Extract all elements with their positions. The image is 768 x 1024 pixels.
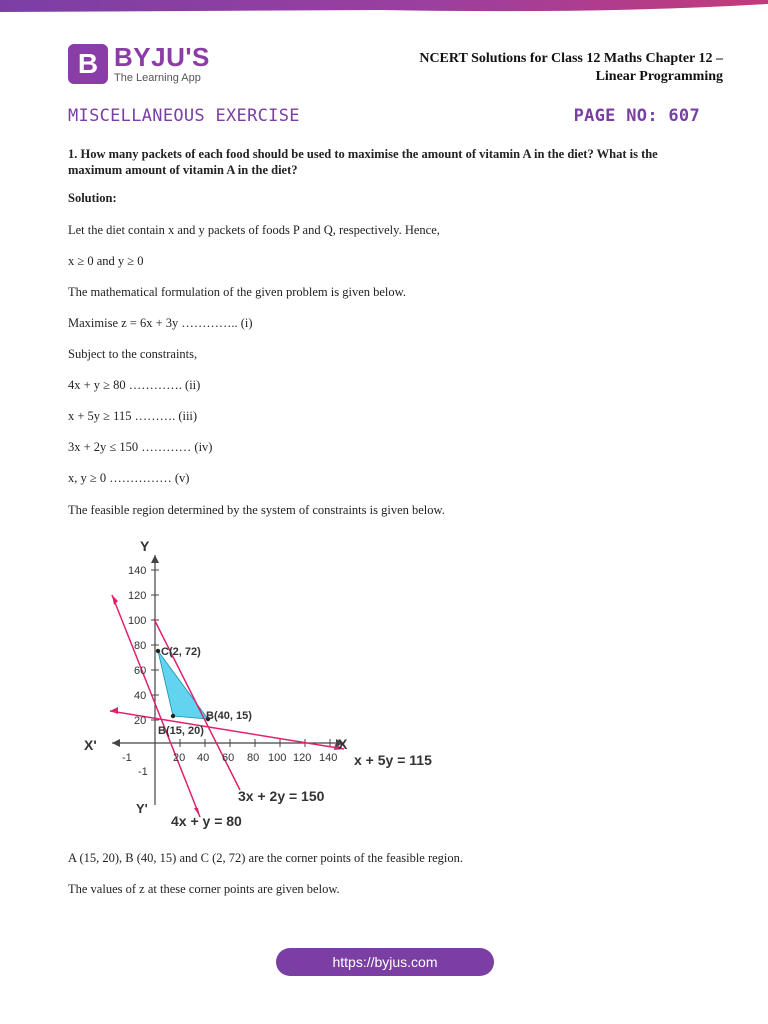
section-heading: MISCELLANEOUS EXERCISE (68, 106, 300, 126)
paragraph: Let the diet contain x and y packets of foods P and Q, respectively. Hence, (68, 223, 440, 237)
question-line-2: maximum amount of vitamin A in the diet? (68, 163, 298, 177)
line-label-3x-plus-2y: 3x + 2y = 150 (238, 788, 325, 804)
arrowhead (151, 555, 159, 563)
line-3x-plus-2y (154, 619, 240, 790)
x-axis-label: X (338, 736, 348, 752)
objective-function: Maximise z = 6x + 3y ………….. (i) (68, 316, 253, 330)
constraint: 3x + 2y ≤ 150 ………… (iv) (68, 440, 213, 454)
y-tick-label: 120 (128, 590, 147, 602)
paragraph: x ≥ 0 and y ≥ 0 (68, 254, 144, 268)
paragraph: Subject to the constraints, (68, 347, 198, 361)
x-tick-label: 40 (197, 752, 210, 764)
y-tick-label: 60 (134, 665, 147, 677)
logo-name: BYJU'S (114, 42, 210, 72)
constraint: x + 5y ≥ 115 ………. (iii) (68, 409, 198, 423)
feasible-region-graph (82, 535, 462, 835)
paragraph: The values of z at these corner points are given below. (68, 882, 340, 896)
paragraph: A (15, 20), B (40, 15) and C (2, 72) are the corner points of the feasible region. (68, 851, 464, 865)
footer-url-link[interactable]: https://byjus.com (276, 948, 494, 976)
solution-label: Solution: (68, 191, 117, 205)
byjus-logo (68, 44, 238, 92)
neg-y-tick-label: -1 (138, 766, 148, 778)
y-tick-label: 100 (128, 615, 147, 627)
line-label-4x-plus-y: 4x + y = 80 (171, 813, 242, 829)
x-tick-label: 80 (247, 752, 260, 764)
logo-mark: B (68, 44, 108, 84)
page-number: PAGE NO: 607 (573, 106, 700, 126)
point-b-top-label: B(40, 15) (206, 710, 252, 722)
x-tick-label: 120 (293, 752, 312, 764)
header-decoration-bar (0, 0, 768, 16)
y-tick-label: 20 (134, 715, 147, 727)
question-text (68, 146, 708, 178)
x-axis-neg-label: X' (84, 737, 97, 753)
constraint: 4x + y ≥ 80 …………. (ii) (68, 378, 201, 392)
y-tick-label: 80 (134, 640, 147, 652)
x-tick-label: 20 (173, 752, 186, 764)
paragraph: The feasible region determined by the system of constraints is given below. (68, 503, 445, 517)
paragraph: The mathematical formulation of the given problem is given below. (68, 285, 406, 299)
document-title (363, 50, 723, 86)
point-c-label: C(2, 72) (161, 646, 201, 658)
corner-point-c (156, 649, 160, 653)
feasible-region (158, 651, 208, 719)
title-line-1: NCERT Solutions for Class 12 Maths Chapter 12 – (419, 51, 723, 66)
corner-point-a (171, 714, 175, 718)
arrowhead (110, 707, 118, 714)
y-tick-label: 140 (128, 565, 147, 577)
arrowhead (112, 739, 120, 747)
x-tick-label: 60 (222, 752, 235, 764)
line-label-x-plus-5y: x + 5y = 115 (354, 752, 432, 768)
y-tick-label: 40 (134, 690, 147, 702)
y-axis-neg-label: Y' (136, 801, 148, 816)
constraint: x, y ≥ 0 …………… (v) (68, 471, 190, 485)
title-line-2: Linear Programming (595, 69, 723, 84)
question-line-1: 1. How many packets of each food should be used to maximise the amount of vitamin A in the diet? What is the (68, 147, 658, 161)
y-axis-label: Y (140, 538, 150, 554)
logo-tagline: The Learning App (114, 72, 201, 84)
arrowhead (112, 595, 118, 605)
x-tick-label: 140 (319, 752, 338, 764)
x-tick-label: 100 (268, 752, 287, 764)
neg-x-tick-label: -1 (122, 752, 132, 764)
point-b-bottom-label: B(15, 20) (158, 725, 204, 737)
